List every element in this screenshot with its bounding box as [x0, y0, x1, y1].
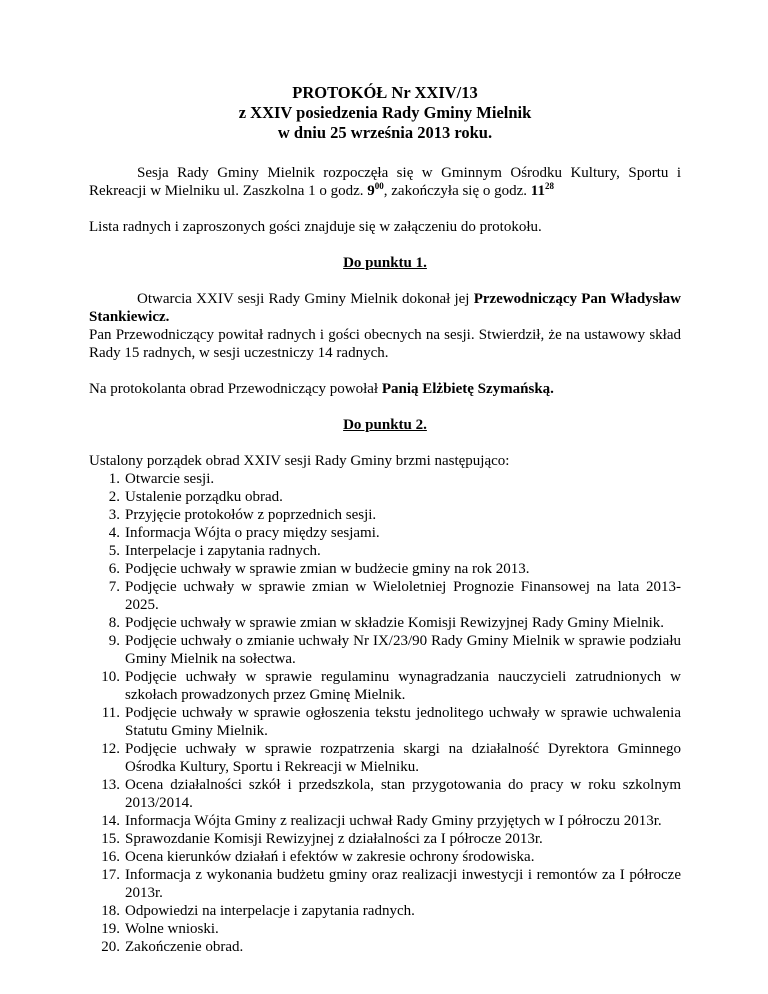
- agenda-item-text: Ocena kierunków działań i efektów w zakresie ochrony środowiska.: [125, 849, 535, 865]
- attendance-note: Lista radnych i zaproszonych gości znajduje się w załączeniu do protokołu.: [89, 219, 542, 235]
- title-line-1: PROTOKÓŁ Nr XXIV/13: [292, 83, 478, 102]
- recorder-paragraph: [89, 380, 681, 398]
- end-hour: 11: [530, 183, 545, 199]
- start-hour: 9: [367, 183, 375, 199]
- agenda-item-text: Ocena działalności szkół i przedszkola, stan przygotowania do pracy w roku szkolnym 2013/2014.: [125, 777, 681, 811]
- recorder-text: Na protokolanta obrad Przewodniczący powołał: [89, 381, 382, 397]
- agenda-item-text: Odpowiedzi na interpelacje i zapytania radnych.: [125, 903, 415, 919]
- title-line-2: z XXIV posiedzenia Rady Gminy Mielnik: [238, 103, 532, 122]
- agenda-item: [89, 776, 681, 812]
- agenda-item-number: 18.: [101, 903, 120, 919]
- agenda-item-text: Informacja z wykonania budżetu gminy oraz realizacji inwestycji i remontów za I półrocze 2013r.: [125, 867, 681, 901]
- agenda-item: [89, 740, 681, 776]
- agenda-item: [89, 812, 681, 830]
- agenda-item-text: Podjęcie uchwały w sprawie zmian w Wieloletniej Prognozie Finansowej na lata 2013-2025.: [125, 579, 681, 613]
- agenda-item-text: Otwarcie sesji.: [125, 471, 215, 487]
- agenda-item-text: Interpelacje i zapytania radnych.: [125, 543, 321, 559]
- agenda-item-number: 2.: [108, 489, 120, 505]
- agenda-item: [89, 578, 681, 614]
- agenda-item: [89, 866, 681, 902]
- agenda-item-number: 5.: [108, 543, 120, 559]
- point-1-opening-paragraph: [89, 290, 681, 326]
- agenda-item-number: 11.: [101, 705, 120, 721]
- agenda-item: [89, 542, 681, 560]
- recorder-name: Panią Elżbietę Szymańską.: [381, 381, 554, 397]
- agenda-item: [89, 488, 681, 506]
- agenda-item-number: 8.: [108, 615, 120, 631]
- agenda-item-number: 6.: [108, 561, 120, 577]
- agenda-item-text: Informacja Wójta o pracy między sesjami.: [125, 525, 380, 541]
- agenda-item: [89, 632, 681, 668]
- end-minutes: 28: [544, 181, 554, 191]
- agenda-item-text: Podjęcie uchwały o zmianie uchwały Nr IX/23/90 Rady Gminy Mielnik w sprawie podziału Gminy Mielnik na sołectwa.: [125, 633, 681, 667]
- chairman-name: Przewodniczący Pan Władysław Stankiewicz.: [89, 291, 681, 325]
- point-2-heading: Do punktu 2.: [343, 417, 427, 433]
- agenda-item-number: 3.: [108, 507, 120, 523]
- agenda-item-number: 20.: [101, 939, 120, 955]
- agenda-item-number: 1.: [108, 471, 120, 487]
- agenda-item-number: 9.: [108, 633, 120, 649]
- agenda-item-number: 19.: [101, 921, 120, 937]
- document-title: [89, 83, 681, 143]
- agenda-item: [89, 506, 681, 524]
- agenda-item: [89, 830, 681, 848]
- agenda-item-text: Zakończenie obrad.: [125, 939, 244, 955]
- point-1-greeting-paragraph: Pan Przewodniczący powitał radnych i gości obecnych na sesji. Stwierdził, że na ustawowy skład Rady 15 radnych, w sesji uczestniczy 14 radnych.: [89, 327, 681, 361]
- agenda-item: [89, 848, 681, 866]
- point-1-heading: Do punktu 1.: [343, 255, 427, 271]
- point-1-opening-text: Otwarcia XXIV sesji Rady Gminy Mielnik dokonał jej: [137, 291, 474, 307]
- agenda-item-text: Wolne wnioski.: [125, 921, 219, 937]
- agenda-item-number: 4.: [108, 525, 120, 541]
- agenda-item-number: 14.: [101, 813, 120, 829]
- session-intro-paragraph: [89, 164, 681, 200]
- agenda-item-number: 17.: [101, 867, 120, 883]
- agenda-item: [89, 704, 681, 740]
- agenda-item-text: Informacja Wójta Gminy z realizacji uchwał Rady Gminy przyjętych w I półroczu 2013r.: [125, 813, 662, 829]
- agenda-item: [89, 902, 681, 920]
- agenda-item: [89, 470, 681, 488]
- agenda-item: [89, 668, 681, 704]
- agenda-item-text: Podjęcie uchwały w sprawie zmian w budżecie gminy na rok 2013.: [125, 561, 530, 577]
- agenda-item-number: 16.: [101, 849, 120, 865]
- agenda-item: [89, 920, 681, 938]
- start-minutes: 00: [374, 181, 384, 191]
- agenda-intro: Ustalony porządek obrad XXIV sesji Rady Gminy brzmi następująco:: [89, 453, 510, 469]
- agenda-item-number: 12.: [101, 741, 120, 757]
- agenda-item-number: 10.: [101, 669, 120, 685]
- agenda-item-text: Sprawozdanie Komisji Rewizyjnej z działalności za I półrocze 2013r.: [125, 831, 543, 847]
- agenda-list: [89, 470, 681, 956]
- agenda-item: [89, 938, 681, 956]
- agenda-item-number: 15.: [101, 831, 120, 847]
- agenda-item: [89, 614, 681, 632]
- agenda-item-text: Podjęcie uchwały w sprawie zmian w składzie Komisji Rewizyjnej Rady Gminy Mielnik.: [125, 615, 665, 631]
- agenda-item-text: Podjęcie uchwały w sprawie rozpatrzenia skargi na działalność Dyrektora Gminnego Ośrodka Kultury, Sportu i Rekreacji w Mielniku.: [125, 741, 681, 775]
- intro-text-b: , zakończyła się o godz.: [383, 183, 531, 199]
- agenda-item-number: 13.: [101, 777, 120, 793]
- agenda-item: [89, 560, 681, 578]
- agenda-item-text: Przyjęcie protokołów z poprzednich sesji.: [125, 507, 377, 523]
- protocol-document: [89, 83, 681, 956]
- agenda-item-text: Podjęcie uchwały w sprawie ogłoszenia tekstu jednolitego uchwały w sprawie uchwalenia Statutu Gminy Mielnik.: [125, 705, 681, 739]
- agenda-item-number: 7.: [108, 579, 120, 595]
- intro-text-a: Sesja Rady Gminy Mielnik rozpoczęła się w Gminnym Ośrodku Kultury, Sportu i Rekreacji w Mielniku ul. Zaszkolna 1 o godz.: [89, 165, 681, 199]
- agenda-item-text: Ustalenie porządku obrad.: [125, 489, 283, 505]
- agenda-item-text: Podjęcie uchwały w sprawie regulaminu wynagradzania nauczycieli zatrudnionych w szkołach prowadzonych przez Gminę Mielnik.: [125, 669, 681, 703]
- title-line-3: w dniu 25 września 2013 roku.: [277, 123, 493, 142]
- agenda-item: [89, 524, 681, 542]
